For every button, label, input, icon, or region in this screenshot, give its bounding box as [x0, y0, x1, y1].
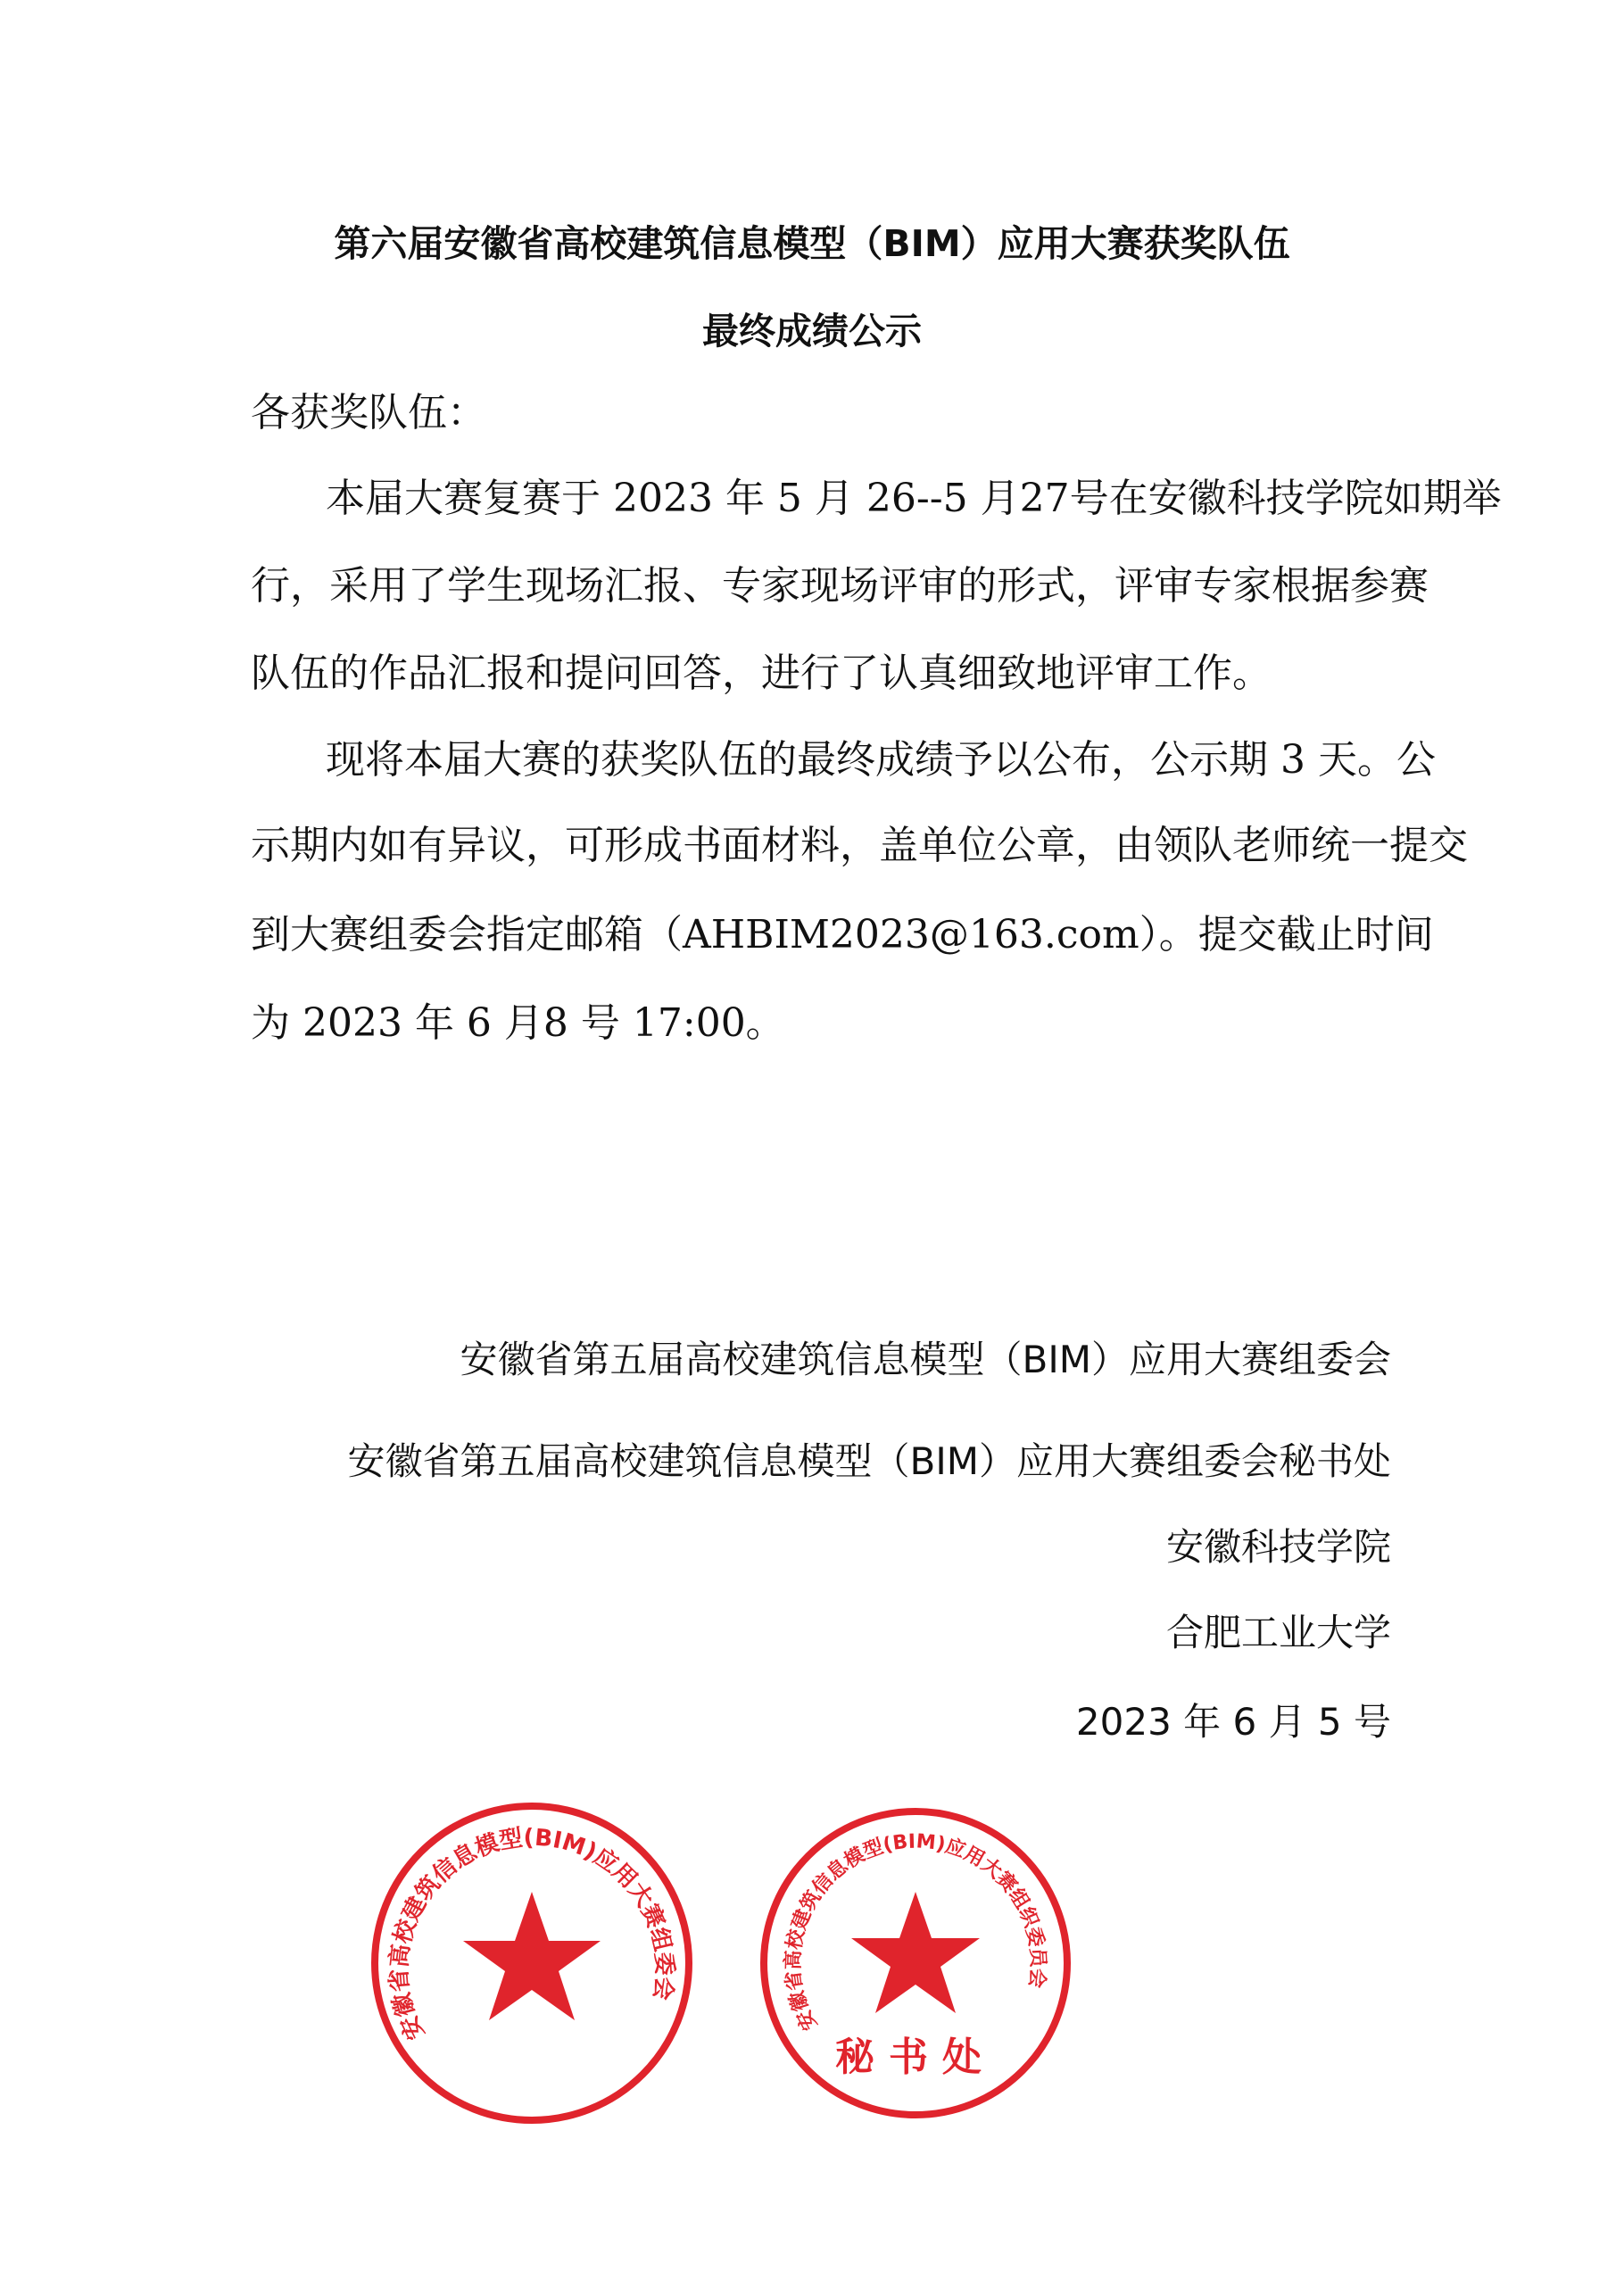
paragraph1-line: 行，采用了学生现场汇报、专家现场评审的形式，评审专家根据参赛: [251, 563, 1429, 609]
seal-ring-text: 安徽省高校建筑信息模型(BIM)应用大赛组织委员会: [782, 1830, 1049, 2035]
seal-ring-text: 安徽省高校建筑信息模型(BIM)应用大赛组委会: [385, 1824, 678, 2044]
document-title: 第六届安徽省高校建筑信息模型（BIM）应用大赛获奖队伍: [334, 222, 1290, 265]
paragraph1-line: 队伍的作品汇报和提问回答，进行了认真细致地评审工作。: [251, 651, 1272, 696]
paragraph2-line: 示期内如有异议，可形成书面材料，盖单位公章，由领队老师统一提交: [251, 823, 1468, 868]
signature-secretariat: 安徽省第五届高校建筑信息模型（BIM）应用大赛组委会秘书处: [347, 1439, 1391, 1483]
salutation: 各获奖队伍：: [251, 390, 486, 435]
secretariat-seal: [755, 1803, 1076, 2124]
signature-date: 2023 年 6 月 5 号: [1075, 1700, 1391, 1744]
seal-bottom-text: 秘书处: [835, 2035, 996, 2080]
signature-ahstu: 安徽科技学院: [1165, 1525, 1391, 1569]
signature-hfut: 合肥工业大学: [1165, 1611, 1391, 1654]
star-icon: [851, 1892, 980, 2013]
star-icon: [463, 1892, 601, 2020]
paragraph2-line: 现将本届大赛的获奖队伍的最终成绩予以公布，公示期 3 天。公: [326, 737, 1436, 783]
paragraph1-line: 本届大赛复赛于 2023 年 5 月 26--5 月27号在安徽科技学院如期举: [326, 476, 1502, 521]
signature-committee: 安徽省第五届高校建筑信息模型（BIM）应用大赛组委会: [460, 1338, 1391, 1381]
document-subtitle: 最终成绩公示: [702, 310, 922, 352]
paragraph2-line: 为 2023 年 6 月8 号 17:00。: [251, 1000, 785, 1046]
committee-seal: [362, 1794, 701, 2133]
paragraph2-line: 到大赛组委会指定邮箱（AHBIM2023@163.com）。提交截止时间: [251, 912, 1434, 957]
